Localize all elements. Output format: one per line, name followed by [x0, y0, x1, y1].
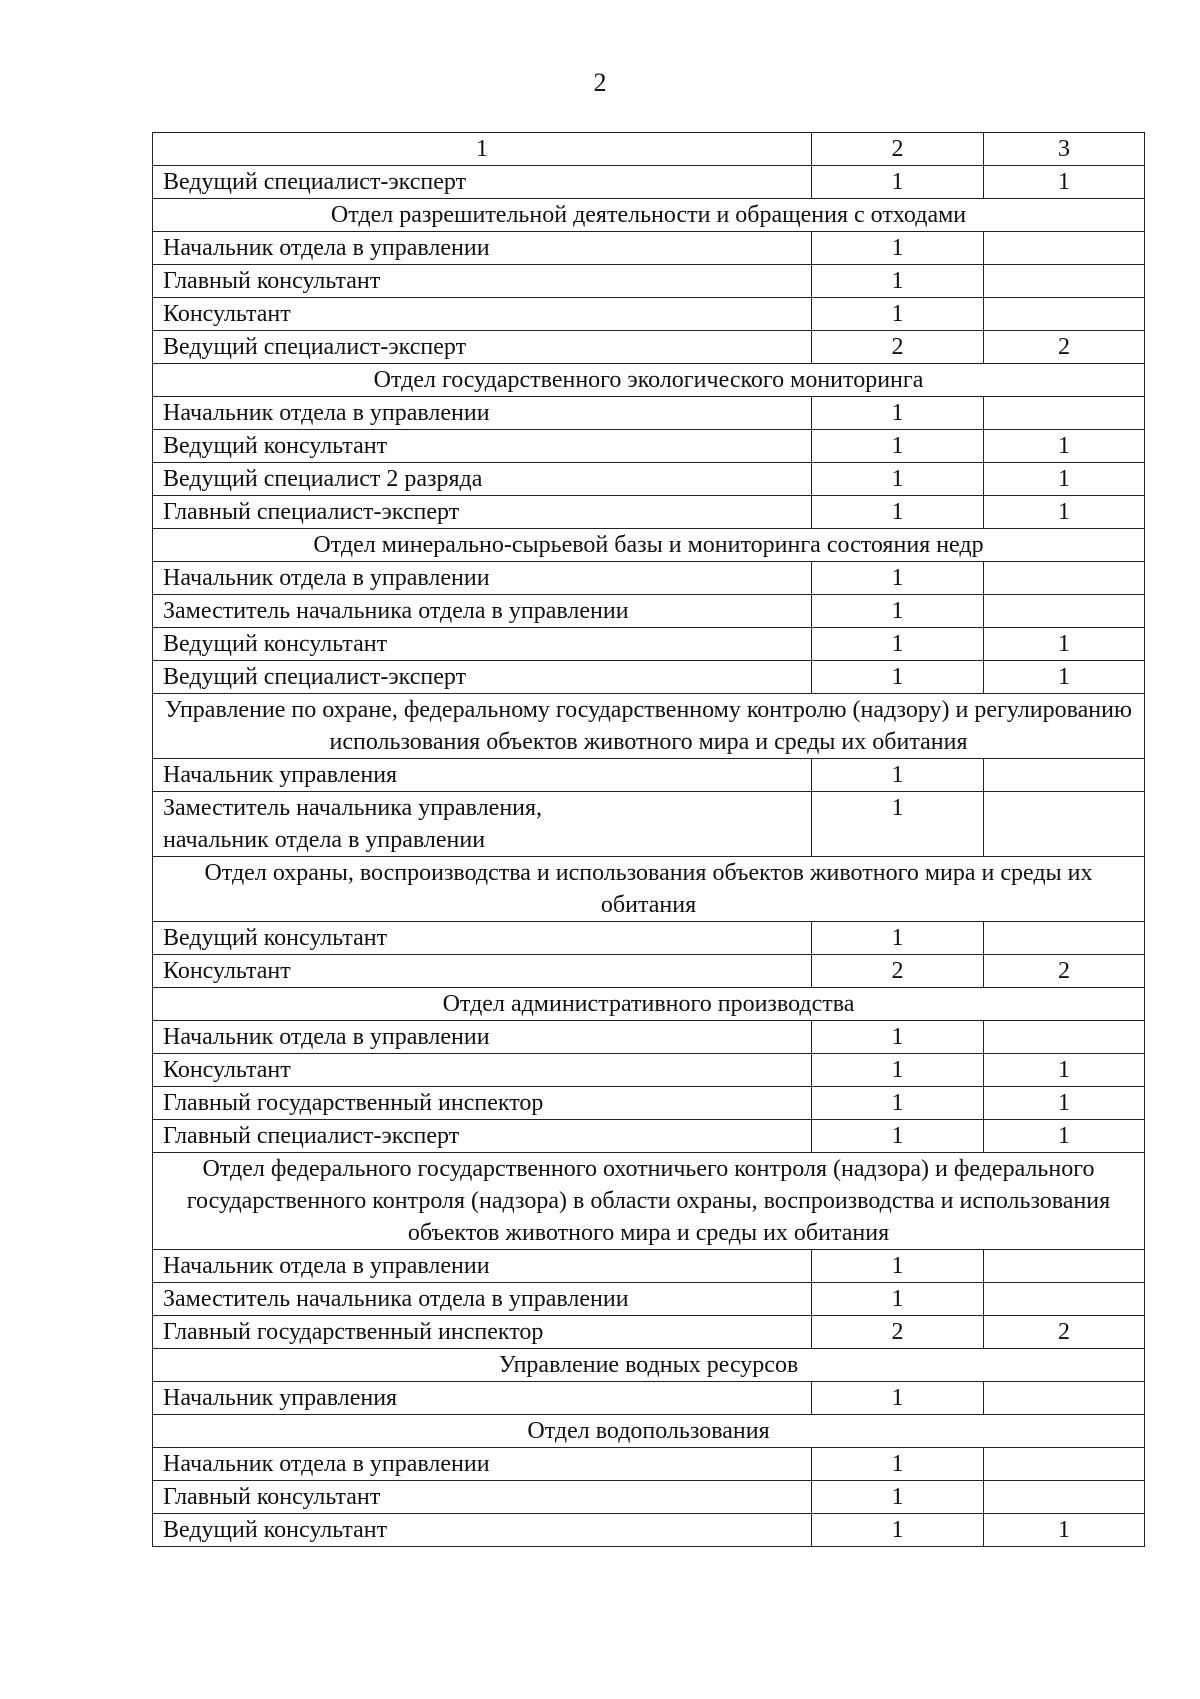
position-name: Начальник управления — [153, 759, 812, 792]
table-row — [153, 1382, 1145, 1415]
column-2-value: 2 — [812, 1316, 984, 1349]
column-3-value: 2 — [984, 331, 1145, 364]
column-2-value: 1 — [812, 759, 984, 792]
section-title: Отдел государственного экологического мониторинга — [153, 364, 1145, 397]
column-3-value — [984, 1448, 1145, 1481]
table-row — [153, 496, 1145, 529]
column-2-value: 1 — [812, 298, 984, 331]
column-2-value: 1 — [812, 661, 984, 694]
column-2-value: 1 — [812, 1382, 984, 1415]
table-row — [153, 759, 1145, 792]
column-2-value: 1 — [812, 1021, 984, 1054]
column-3-value: 2 — [984, 955, 1145, 988]
section-title: Управление водных ресурсов — [153, 1349, 1145, 1382]
table-row — [153, 628, 1145, 661]
table-row — [153, 562, 1145, 595]
column-2-value: 1 — [812, 1087, 984, 1120]
position-name: Главный консультант — [153, 1481, 812, 1514]
section-header-row — [153, 857, 1145, 922]
column-3-value — [984, 1481, 1145, 1514]
table-row — [153, 1120, 1145, 1153]
position-name: Начальник отдела в управлении — [153, 1250, 812, 1283]
column-2-value: 1 — [812, 792, 984, 857]
column-3-value — [984, 1021, 1145, 1054]
column-2-value: 1 — [812, 166, 984, 199]
position-name: Ведущий консультант — [153, 628, 812, 661]
position-name: Ведущий специалист-эксперт — [153, 331, 812, 364]
position-name: Ведущий специалист 2 разряда — [153, 463, 812, 496]
table-row — [153, 1316, 1145, 1349]
column-2-value: 2 — [812, 955, 984, 988]
column-3-value — [984, 1382, 1145, 1415]
section-title: Отдел разрешительной деятельности и обращения с отходами — [153, 199, 1145, 232]
position-name: Начальник управления — [153, 1382, 812, 1415]
column-2-value: 1 — [812, 1283, 984, 1316]
column-3-value: 1 — [984, 430, 1145, 463]
table-row — [153, 1283, 1145, 1316]
table-row — [153, 1514, 1145, 1547]
table-row — [153, 430, 1145, 463]
column-3-value — [984, 595, 1145, 628]
position-name: Ведущий консультант — [153, 430, 812, 463]
table-row — [153, 397, 1145, 430]
section-header-row — [153, 1153, 1145, 1250]
column-3-value — [984, 265, 1145, 298]
position-name: Главный специалист-эксперт — [153, 496, 812, 529]
section-header-row — [153, 1415, 1145, 1448]
table-row — [153, 922, 1145, 955]
position-name: Начальник отдела в управлении — [153, 1448, 812, 1481]
column-3-value: 1 — [984, 628, 1145, 661]
position-name: Заместитель начальника управления, начальник отдела в управлении — [153, 792, 812, 857]
table-header-row — [153, 133, 1145, 166]
staff-table-body — [153, 133, 1145, 1547]
table-row — [153, 1087, 1145, 1120]
table-row — [153, 331, 1145, 364]
position-name: Консультант — [153, 298, 812, 331]
column-3-value: 1 — [984, 1087, 1145, 1120]
section-header-row — [153, 364, 1145, 397]
table-row — [153, 955, 1145, 988]
column-3-value: 1 — [984, 166, 1145, 199]
column-3-value: 1 — [984, 1120, 1145, 1153]
table-row — [153, 1021, 1145, 1054]
column-3-value — [984, 792, 1145, 857]
table-row — [153, 1481, 1145, 1514]
position-name: Начальник отдела в управлении — [153, 397, 812, 430]
table-row — [153, 265, 1145, 298]
section-title: Отдел федерального государственного охотничьего контроля (надзора) и федерального государственного контроля (надзора) в области охраны, воспроизводства и использования объектов животного мира и среды их обитания — [153, 1153, 1145, 1250]
section-header-row — [153, 199, 1145, 232]
column-2-value: 1 — [812, 628, 984, 661]
table-row — [153, 661, 1145, 694]
position-name: Начальник отдела в управлении — [153, 232, 812, 265]
position-name: Заместитель начальника отдела в управлении — [153, 1283, 812, 1316]
column-3-value — [984, 922, 1145, 955]
column-3-value: 1 — [984, 1514, 1145, 1547]
column-3-value — [984, 397, 1145, 430]
column-2-value: 1 — [812, 430, 984, 463]
section-title: Отдел охраны, воспроизводства и использования объектов животного мира и среды их обитания — [153, 857, 1145, 922]
column-2-value: 1 — [812, 1120, 984, 1153]
position-name: Ведущий специалист-эксперт — [153, 661, 812, 694]
table-row — [153, 595, 1145, 628]
column-3-value: 1 — [984, 661, 1145, 694]
column-3-value — [984, 562, 1145, 595]
table-row — [153, 166, 1145, 199]
position-name: Главный консультант — [153, 265, 812, 298]
table-row — [153, 792, 1145, 857]
position-name: Главный специалист-эксперт — [153, 1120, 812, 1153]
column-2-value: 1 — [812, 922, 984, 955]
table-row — [153, 1054, 1145, 1087]
column-3-value — [984, 298, 1145, 331]
page-number: 2 — [593, 68, 607, 97]
column-3-value: 1 — [984, 496, 1145, 529]
section-title: Отдел административного производства — [153, 988, 1145, 1021]
table-row — [153, 1448, 1145, 1481]
column-3-value — [984, 1283, 1145, 1316]
table-row — [153, 463, 1145, 496]
staff-table — [152, 132, 1145, 1547]
position-name: Заместитель начальника отдела в управлении — [153, 595, 812, 628]
column-2-value: 1 — [812, 1250, 984, 1283]
section-header-row — [153, 1349, 1145, 1382]
section-header-row — [153, 529, 1145, 562]
column-2-value: 1 — [812, 595, 984, 628]
column-3-value: 1 — [984, 463, 1145, 496]
column-2-value: 1 — [812, 1448, 984, 1481]
column-2-value: 2 — [812, 331, 984, 364]
section-header-row — [153, 988, 1145, 1021]
column-2-value: 1 — [812, 1481, 984, 1514]
position-name: Главный государственный инспектор — [153, 1087, 812, 1120]
section-header-row — [153, 694, 1145, 759]
table-row — [153, 298, 1145, 331]
position-name: Консультант — [153, 1054, 812, 1087]
section-title: Отдел минерально-сырьевой базы и мониторинга состояния недр — [153, 529, 1145, 562]
column-2-value: 1 — [812, 1054, 984, 1087]
column-2-value: 1 — [812, 1514, 984, 1547]
column-header-3: 3 — [984, 133, 1145, 166]
section-title: Отдел водопользования — [153, 1415, 1145, 1448]
table-row — [153, 1250, 1145, 1283]
column-3-value: 2 — [984, 1316, 1145, 1349]
column-3-value: 1 — [984, 1054, 1145, 1087]
column-2-value: 1 — [812, 265, 984, 298]
position-name: Начальник отдела в управлении — [153, 562, 812, 595]
position-name: Начальник отдела в управлении — [153, 1021, 812, 1054]
column-3-value — [984, 232, 1145, 265]
column-2-value: 1 — [812, 397, 984, 430]
column-2-value: 1 — [812, 232, 984, 265]
position-name: Ведущий консультант — [153, 1514, 812, 1547]
column-header-1: 1 — [153, 133, 812, 166]
column-2-value: 1 — [812, 496, 984, 529]
table-row — [153, 232, 1145, 265]
position-name: Главный государственный инспектор — [153, 1316, 812, 1349]
column-3-value — [984, 1250, 1145, 1283]
position-name: Ведущий консультант — [153, 922, 812, 955]
column-2-value: 1 — [812, 463, 984, 496]
section-title: Управление по охране, федеральному государственному контролю (надзору) и регулированию использования объектов животного мира и среды их обитания — [153, 694, 1145, 759]
column-2-value: 1 — [812, 562, 984, 595]
position-name: Ведущий специалист-эксперт — [153, 166, 812, 199]
position-name: Консультант — [153, 955, 812, 988]
column-header-2: 2 — [812, 133, 984, 166]
column-3-value — [984, 759, 1145, 792]
